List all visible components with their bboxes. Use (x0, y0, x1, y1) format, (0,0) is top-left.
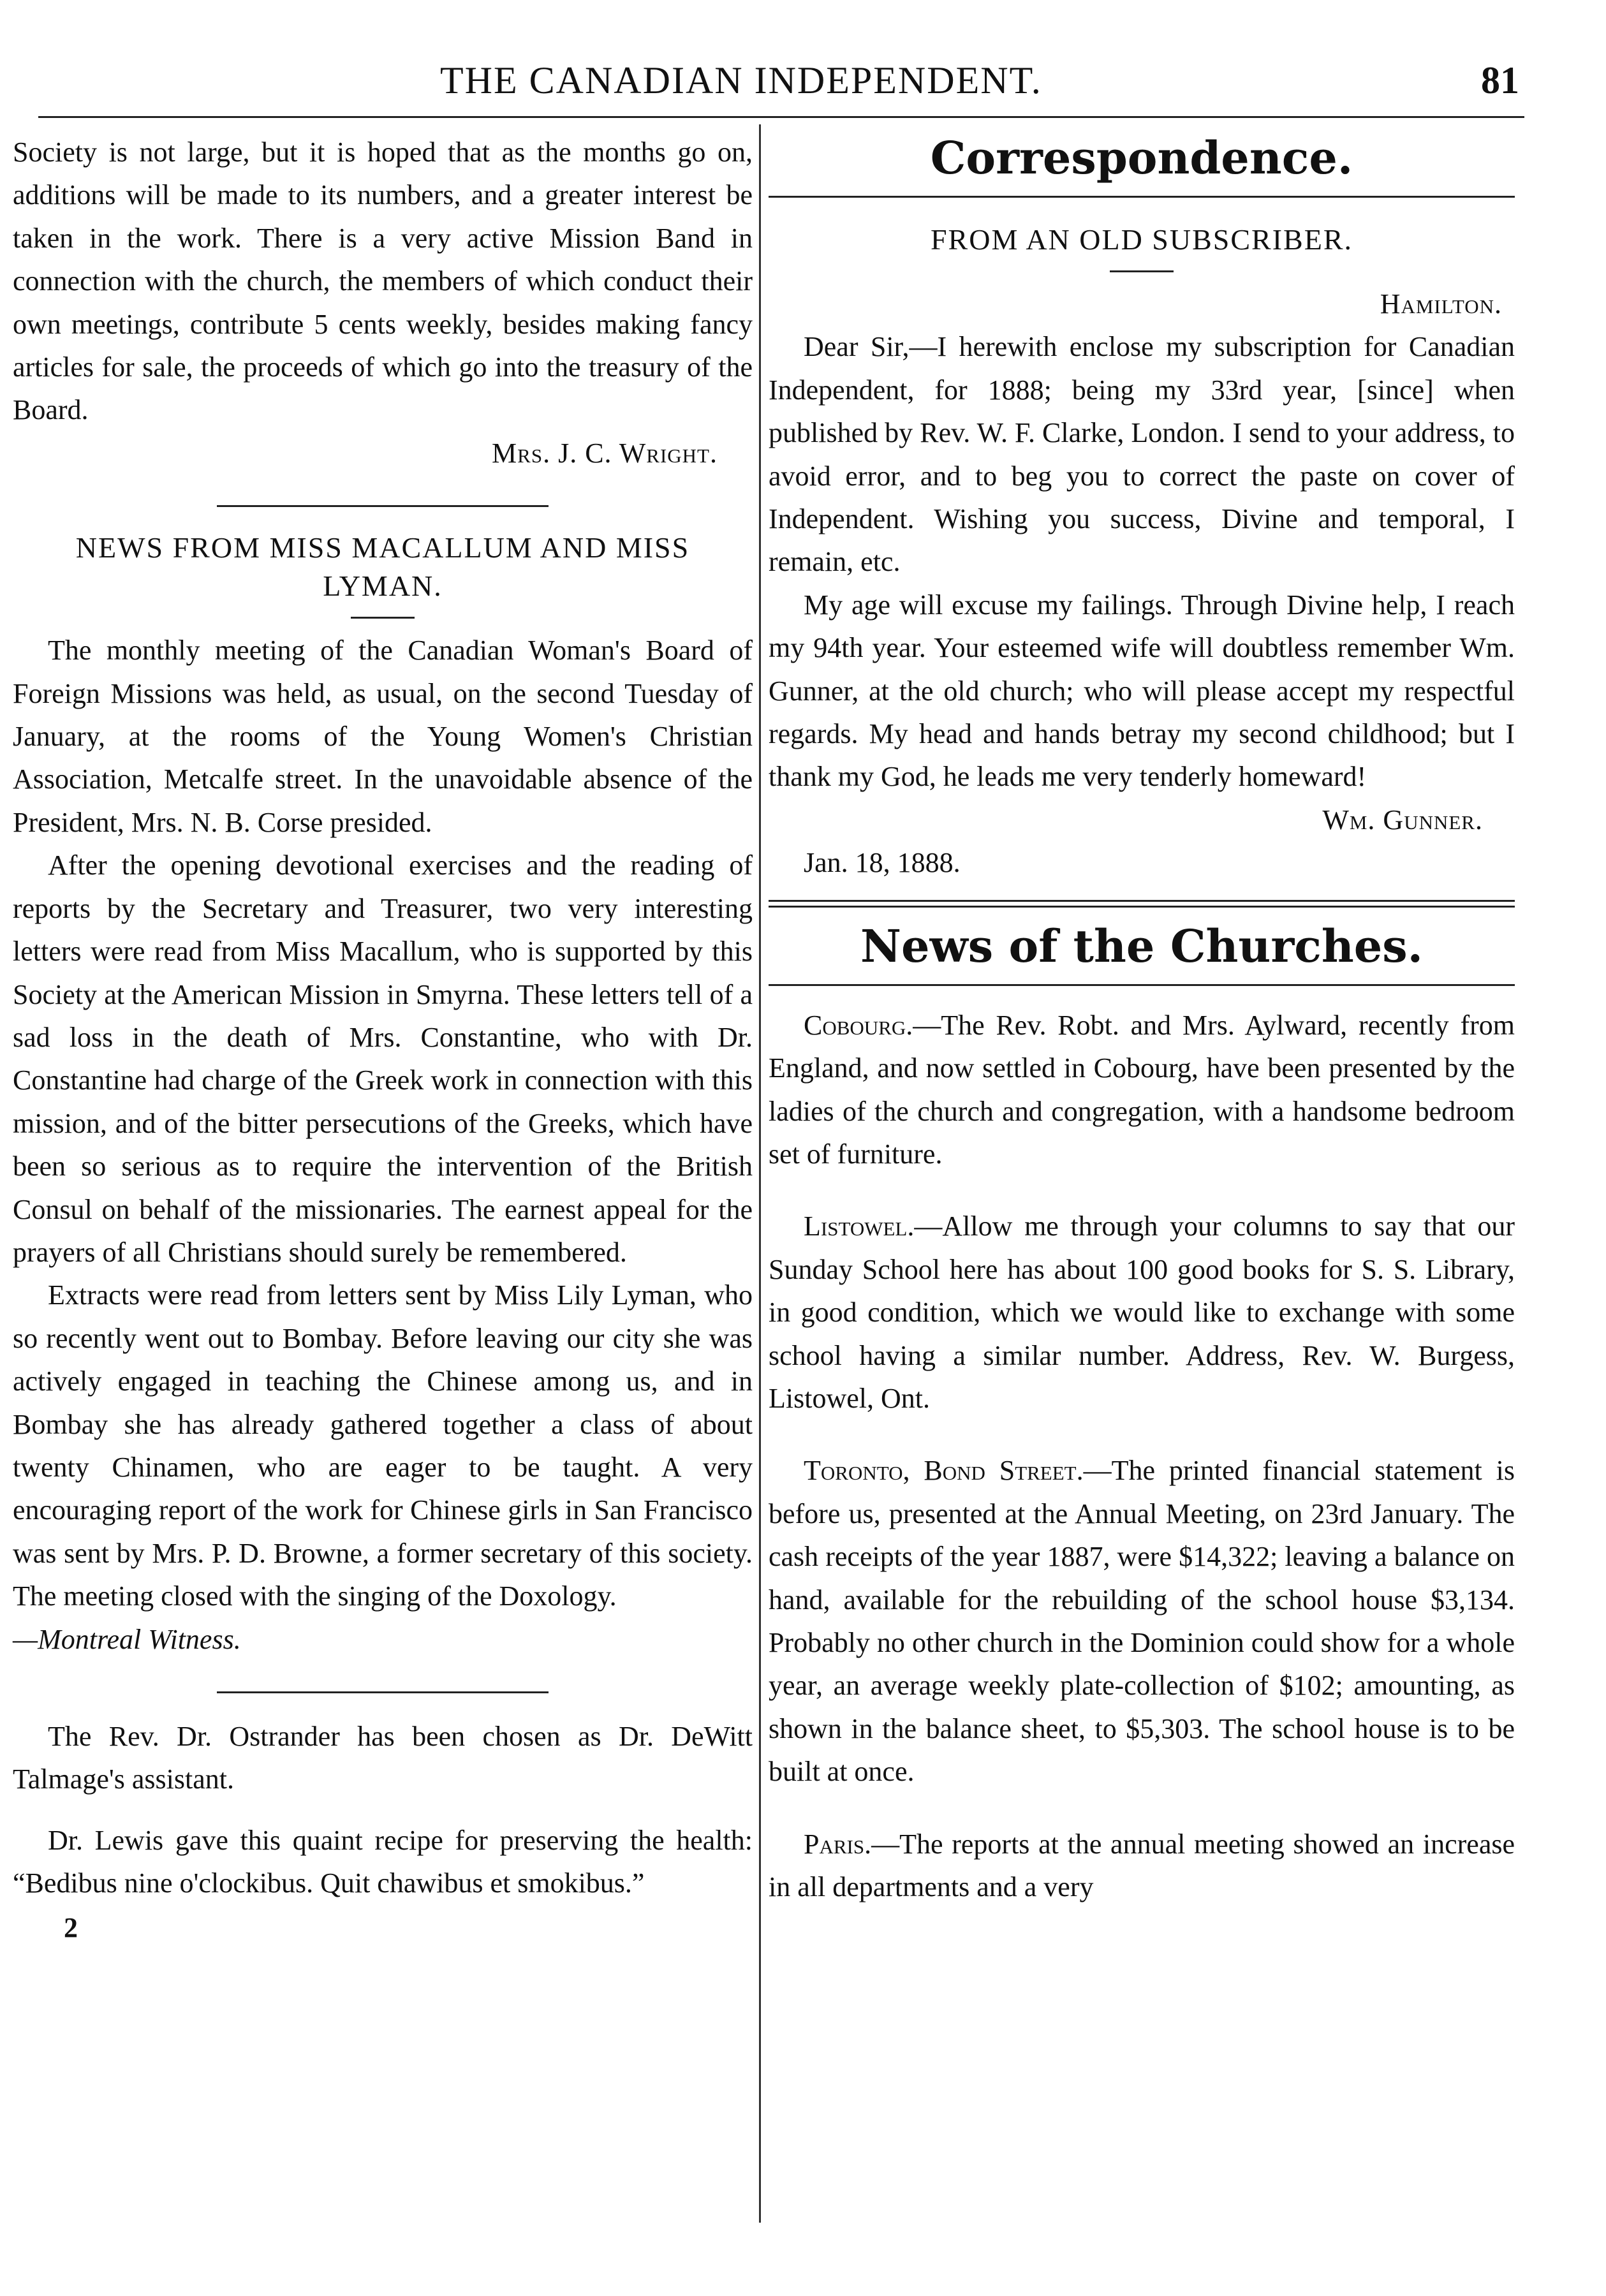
section-rule (217, 1691, 549, 1693)
news-note: The Rev. Dr. Ostrander has been chosen as Dr. DeWitt Talmage's assistant. (13, 1721, 753, 1795)
right-column (769, 131, 1515, 1908)
running-head (0, 59, 1606, 103)
letter-heading: FROM AN OLD SUBSCRIBER. (930, 223, 1353, 256)
church-news-text: —The reports at the annual meeting showed an increase in all departments and a very (769, 1828, 1515, 1902)
signature-mark: 2 (64, 1911, 78, 1943)
church-news-place: Listowel. (804, 1211, 915, 1242)
article-attribution: —Montreal Witness. (13, 1623, 241, 1655)
church-news-item (769, 1004, 1515, 1176)
running-title: THE CANADIAN INDEPENDENT. (440, 59, 1042, 101)
continuation-paragraph: Society is not large, but it is hoped that as the months go on, additions will be made to its numbers, and a greater interest be taken in the work. There is a very active Mission Band in connection with the church, the members of which conduct their own meetings, contribute 5 cents weekly, besides making fancy articles for sale, the proceeds of which go into the treasury of the Board. (13, 136, 753, 426)
section-rule (769, 196, 1515, 198)
letter-place: Hamilton. (1380, 288, 1502, 320)
continuation-signature: Mrs. J. C. Wright. (492, 437, 718, 469)
letter-date: Jan. 18, 1888. (804, 847, 961, 879)
article-paragraph: After the opening devotional exercises and the reading of reports by the Secretary and Treasurer, two very interesting letters were read from Miss Macallum, who is supported by this Society at the American Mission in Smyrna. These letters tell of a sad loss in the death of Mrs. Constantine, who with Dr. Constantine had charge of the Greek work in connection with this mission, and of the bitter persecutions of the Greeks, which have been so serious as to require the intervention of the British Consul on behalf of the missionaries. The earnest appeal for the prayers of all Christians should surely be remembered. (13, 850, 753, 1268)
article-paragraph: The monthly meeting of the Canadian Woman's Board of Foreign Missions was held, as usual, on the second Tuesday of January, at the rooms of the Young Women's Christian Association, Metcalfe street. In the unavoidable absence of the President, Mrs. N. B. Corse presided. (13, 635, 753, 838)
church-news-item (769, 1823, 1515, 1909)
church-news-place: Toronto, Bond Street. (804, 1455, 1084, 1487)
column-divider (759, 124, 761, 2223)
church-news-item (769, 1449, 1515, 1793)
church-news-text: —The printed financial statement is before us, presented at the Annual Meeting, on 23rd January. The cash receipts of the year 1887, were $14,322; leaving a balance on hand, available for the rebuilding of the school house $3,134. Probably no other church in the Dominion could show for a whole year, an average weekly plate-collection of $102; amounting, as shown in the balance sheet, to $5,303. The school house is to be built at once. (769, 1455, 1515, 1788)
article-heading: NEWS FROM MISS MACALLUM AND MISS LYMAN. (75, 531, 690, 603)
article-paragraph: Extracts were read from letters sent by Miss Lily Lyman, who so recently went out to Bombay. Before leaving our city she was actively engaged in teaching the Chinese among us, and in Bombay she has already gathered together a class of about twenty Chinamen, who are eager to be taught. A very encouraging report of the work for Chinese girls in San Francisco was sent by Mrs. P. D. Browne, a former secretary of this society. The meeting closed with the singing of the Doxology. (13, 1279, 753, 1612)
header-rule (38, 116, 1524, 118)
church-news-text: —The Rev. Robt. and Mrs. Aylward, recently from England, and now settled in Cobourg, have been presented by the ladies of the church and congregation, with a handsome bedroom set of furniture. (769, 1009, 1515, 1170)
heading-rule (351, 617, 415, 619)
double-rule (769, 900, 1515, 908)
page-number: 81 (1481, 59, 1519, 101)
section-rule (769, 984, 1515, 986)
church-news-item (769, 1205, 1515, 1420)
churches-title: News of the Churches. (860, 919, 1424, 973)
church-news-place: Cobourg. (804, 1009, 913, 1041)
left-column (13, 131, 753, 1949)
heading-rule (1110, 270, 1174, 272)
church-news-place: Paris. (804, 1828, 872, 1860)
letter-paragraph: Dear Sir,—I herewith enclose my subscription for Canadian Independent, for 1888; being my 33rd year, [since] when published by Rev. W. F. Clarke, London. I send to your address, to avoid error, and to beg you to correct the paste on cover of Independent. Wishing you success, Divine and temporal, I remain, etc. (769, 331, 1515, 578)
news-note: Dr. Lewis gave this quaint recipe for preserving the health: “Bedibus nine o'clockibus. Quit chawibus et smokibus.” (13, 1824, 753, 1899)
section-rule (217, 505, 549, 507)
church-news-text: —Allow me through your columns to say that our Sunday School here has about 100 good books for S. S. Library, in good condition, which we would like to exchange with some school having a similar number. Address, Rev. W. Burgess, Listowel, Ont. (769, 1211, 1515, 1414)
letter-signature: Wm. Gunner. (1322, 804, 1483, 835)
letter-paragraph: My age will excuse my failings. Through Divine help, I reach my 94th year. Your esteemed wife will doubtless remember Wm. Gunner, at the old church; who will please accept my respectful regards. My head and hands betray my second childhood; but I thank my God, he leads me very tenderly homeward! (769, 589, 1515, 793)
correspondence-title: Correspondence. (930, 131, 1353, 184)
